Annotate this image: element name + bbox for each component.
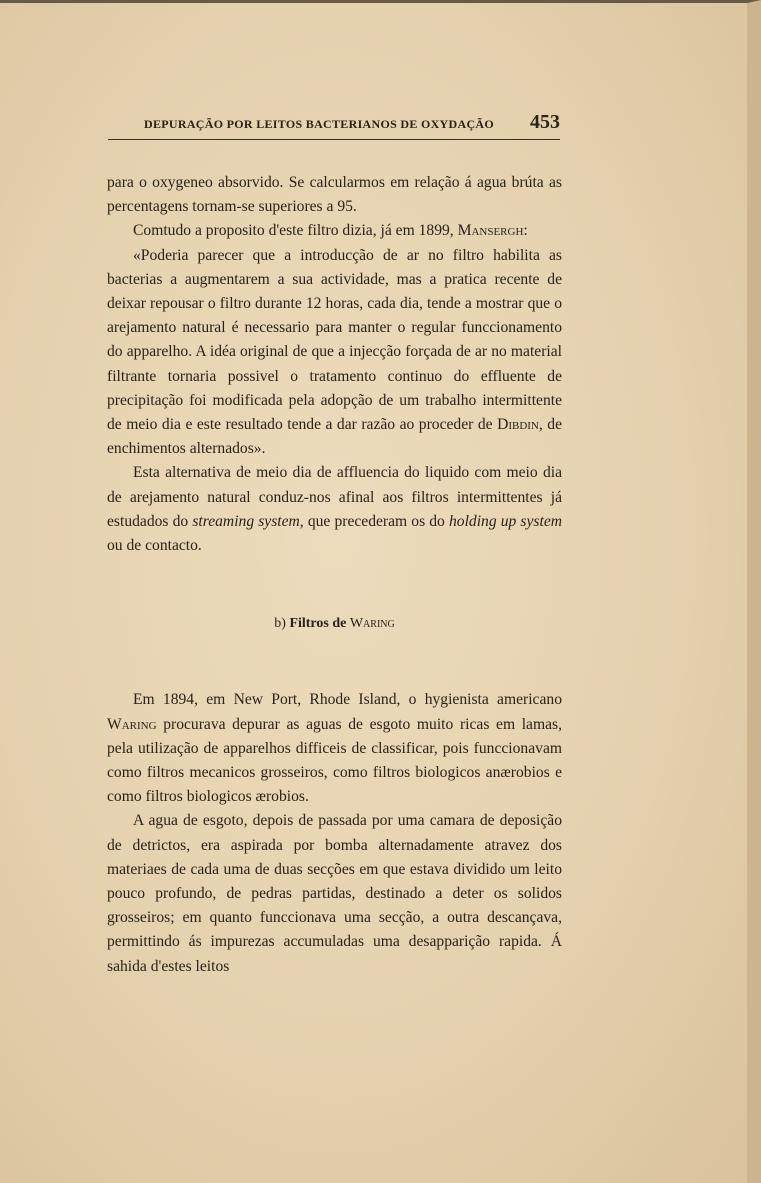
paragraph-5-end: procurava depurar as aguas de esgoto muito ricas em lamas, pela utilização de apparelhos difficeis de classificar, pois funccionavam como filtros mecanicos grosseiros, como filtros biologicos anærobios e como filtros biologicos ærobios. bbox=[107, 715, 562, 806]
section-name-waring: Waring bbox=[349, 616, 395, 632]
paragraph-2 bbox=[107, 219, 562, 243]
paragraph-2-end: : bbox=[523, 222, 528, 240]
body-text bbox=[107, 171, 562, 979]
paragraph-3-quote bbox=[107, 244, 562, 462]
paragraph-4 bbox=[107, 461, 562, 558]
term-streaming-system: streaming system, bbox=[192, 512, 304, 530]
paragraph-4-middle: que precederam os do bbox=[303, 512, 449, 530]
author-name-dibdin: Dibdin bbox=[497, 416, 539, 434]
section-label: Filtros de bbox=[289, 616, 347, 632]
section-heading bbox=[107, 612, 562, 636]
paragraph-5-text: Em 1894, em New Port, Rhode Island, o hygienista americano bbox=[133, 691, 562, 709]
paragraph-4-text: Esta alternativa de meio dia de affluencia do liquido com meio dia de arejamento natural conduz-nos afinal aos filtros intermittentes já estudados do bbox=[107, 464, 562, 530]
term-holding-up-system: holding up system bbox=[448, 512, 563, 530]
section-marker: b) bbox=[274, 616, 286, 632]
running-title: DEPURAÇÃO POR LEITOS BACTERIANOS DE OXYDAÇÃO bbox=[144, 117, 495, 131]
author-name-mansergh: Mansergh bbox=[457, 222, 524, 240]
paragraph-6: A agua de esgoto, depois de passada por uma camara de deposição de detrictos, era aspirada por bomba alternadamente atravez dos materiaes de cada uma de duas secções em que estava dividido um leito pouco profundo, de pedras partidas, destinado a deter os solidos grosseiros; em quanto funccionava uma secção, a outra descançava, permittindo ás impurezas accumuladas uma desapparição rapida. Á sahida d'estes leitos bbox=[107, 812, 562, 975]
paragraph-5 bbox=[107, 688, 562, 809]
quote-text: «Poderia parecer que a introducção de ar no filtro habilita as bacterias a augmentarem a sua actividade, mas a pratica recente de deixar repousar o filtro durante 12 horas, cada dia, tende a mostrar que o arejamento natural é necessario para manter o regular funccionamento do apparelho. A idéa original de que a injecção forçada de ar no material filtrante tornaria possivel o tratamento continuo do effluente de precipitação foi modificada pela adopção de um trabalho intermittente de meio dia e este resultado tende a dar razão ao proceder de bbox=[107, 246, 562, 434]
paragraph-4-end: ou de contacto. bbox=[107, 537, 202, 555]
paragraph-1: para o oxygeneo absorvido. Se calcularmos em relação á agua brúta as percentagens tornam-se superiores a 95. bbox=[107, 174, 562, 216]
author-name-waring: Waring bbox=[107, 715, 157, 733]
paragraph-2-text: Comtudo a proposito d'este filtro dizia, já em 1899, bbox=[133, 222, 458, 240]
quote-end: , de enchimentos alternados». bbox=[107, 416, 562, 458]
page-header bbox=[108, 111, 560, 140]
page-number: 453 bbox=[530, 111, 560, 133]
